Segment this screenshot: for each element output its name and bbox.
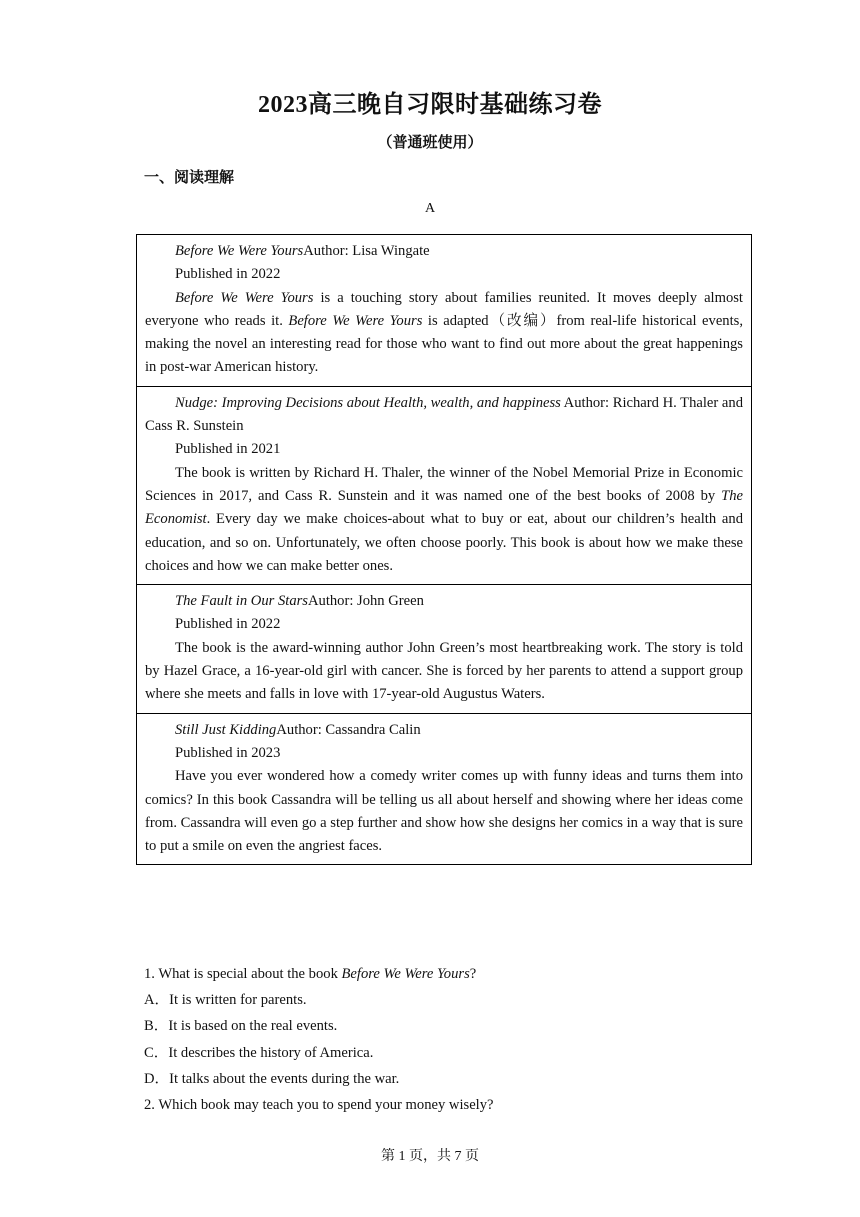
page-number: 第 1 页，共 7 页 [381,1149,479,1164]
book-title: Still Just Kidding [175,721,277,738]
option-c: C．It describes the history of America. [144,1044,374,1061]
question-list [144,961,754,1118]
book-author: Author: Cassandra Calin [276,721,421,738]
book-entry [137,584,751,712]
text-run: The book is written by Richard H. Thaler, the winner of the Nobel Memorial Prize in Economic Sciences in 2017, and Cass R. Sunstein and it was named one of the best books of 2008 by [145,464,743,504]
book-description [145,637,743,707]
book-published: Published in 2021 [175,441,281,458]
book-published: Published in 2023 [175,744,281,761]
book-published: Published in 2022 [175,616,281,633]
book-entry [137,235,751,386]
passage-label: A [424,201,436,216]
book-description [145,287,743,380]
text-run: is adapted（改编）from real-life historical events, making the novel an interesting read for those who want to find out more about the great happenings in post-war American history. [145,312,743,376]
section-heading: 一、阅读理解 [144,170,235,186]
question-2: 2. Which book may teach you to spend your money wisely? [144,1097,494,1114]
book-entry [137,386,751,584]
text-run: Have you ever wondered how a comedy writer comes up with funny ideas and turns them into comics? In this book Cassandra will be telling us all about herself and showing where her ideas come from. Cassandra will even go a step further and show how she designs her comics in a way that is sure to put a smile on even the angriest faces. [145,768,743,855]
book-description [145,765,743,858]
option-b: B．It is based on the real events. [144,1018,338,1035]
text-run: is a touching story about families reunited. It moves deeply almost everyone who reads it. [145,289,743,329]
italic-title-run: The Economist [145,487,743,528]
page-subtitle: （普通班使用） [377,135,483,151]
italic-title-run: Before We Were Yours [175,289,314,306]
page-title: 2023高三晚自习限时基础练习卷 [258,92,602,118]
option-a: A．It is written for parents. [144,992,307,1009]
book-title: The Fault in Our Stars [175,593,308,610]
book-published: Published in 2022 [175,266,281,283]
book-author: Author: Richard H. Thaler and Cass R. Sunstein [145,394,743,435]
book-author: Author: John Green [307,593,424,610]
question-1: 1. What is special about the book Before We Were Yours? [144,966,477,982]
text-run: The book is the award-winning author John Green’s most heartbreaking work. The story is told by Hazel Grace, a 16-year-old girl with cancer. She is forced by her parents to attend a support group where she meets and falls in love with 17-year-old Augustus Waters. [145,639,743,703]
book-entry [137,713,751,865]
text-run: . Every day we make choices-about what to buy or eat, about our children’s health and education, and so on. Unfortunately, we often choose poorly. This book is about how we make these choices and how we can make better ones. [145,511,743,574]
book-table [136,234,752,865]
book-title: Before We Were Yours [175,243,304,259]
book-title: Nudge: Improving Decisions about Health, wealth, and happiness [175,394,561,411]
book-description [145,462,743,578]
book-author: Author: Lisa Wingate [303,243,430,259]
option-d: D．It talks about the events during the war. [144,1070,400,1087]
italic-title-run: Before We Were Yours [288,312,423,329]
